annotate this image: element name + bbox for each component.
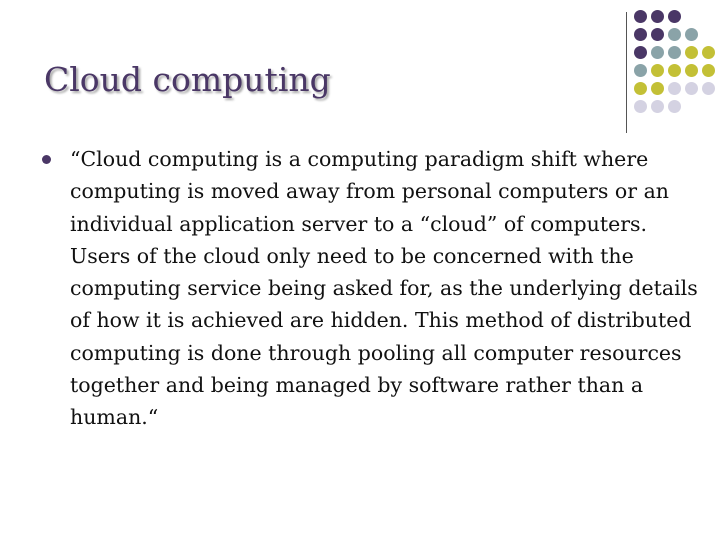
decorative-dot [651,82,664,95]
decorative-dot [634,100,647,113]
decorative-dot [702,64,715,77]
decorative-dot [685,46,698,59]
decorative-dot [668,28,681,41]
decorative-dot [668,64,681,77]
decorative-dot [702,46,715,59]
dot-pattern-decoration [634,10,720,120]
decorative-dot [685,64,698,77]
decorative-dot [634,28,647,41]
decorative-dot [668,100,681,113]
decorative-dot [651,46,664,59]
decorative-dot [668,10,681,23]
decorative-dot [651,100,664,113]
decorative-dot [702,82,715,95]
decorative-dot [685,82,698,95]
bullet-text: “Cloud computing is a computing paradigm shift where computing is moved away from personal computers or an individual application server to a “cloud” of computers. Users of the cloud only need to be concerned with the computing service being asked for, as the underlying details of how it is achieved are hidden. This method of distributed computing is done through pooling all computer resources together and being managed by software rather than a human.“ [70,147,698,430]
slide-title: Cloud computing [44,60,331,99]
decorative-dot [634,64,647,77]
bullet-item [40,143,710,434]
decorative-dot [651,28,664,41]
decorative-dot [668,82,681,95]
decorative-dot [668,46,681,59]
decorative-dot [634,82,647,95]
decorative-dot [651,64,664,77]
divider-line [626,12,627,133]
bullet-icon [42,155,51,164]
bullet-list [40,143,710,434]
decorative-dot [634,46,647,59]
decorative-dot [651,10,664,23]
decorative-dot [634,10,647,23]
decorative-dot [685,28,698,41]
